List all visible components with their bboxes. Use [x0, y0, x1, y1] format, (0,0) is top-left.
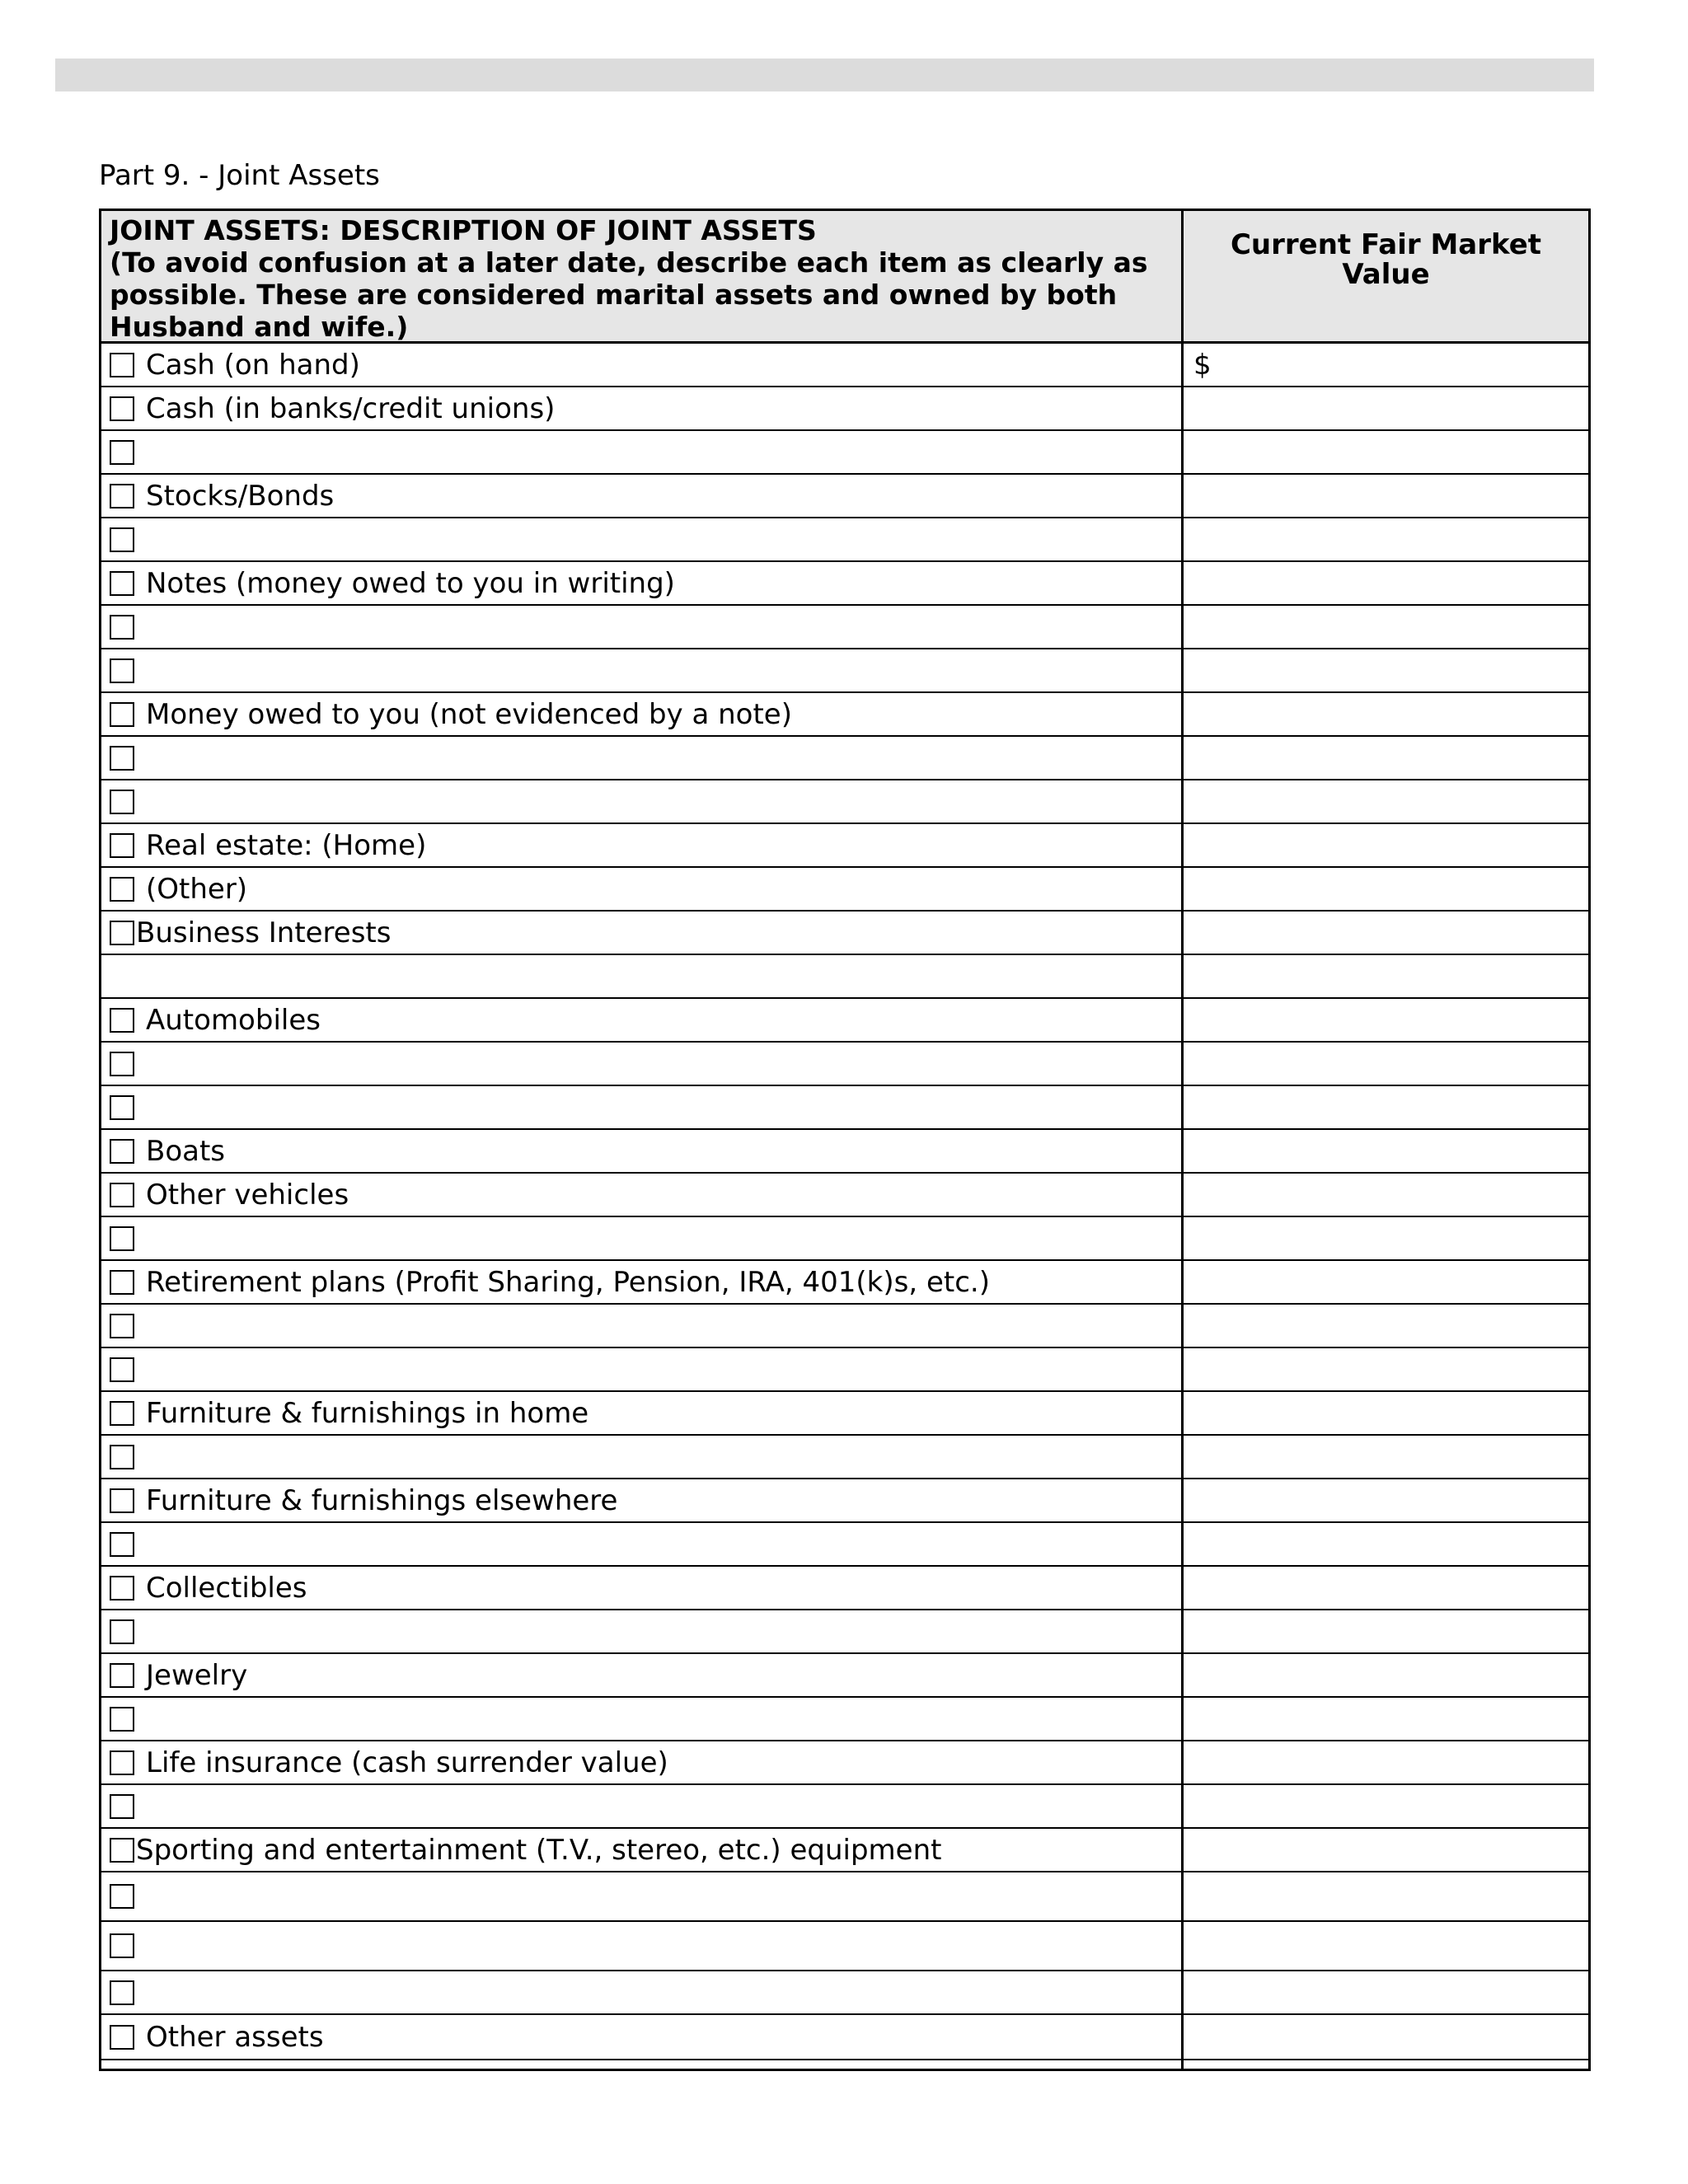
fair-market-value-field[interactable] [1184, 737, 1588, 779]
joint-assets-table [99, 209, 1591, 2071]
asset-checkbox[interactable] [110, 1052, 134, 1076]
asset-description-cell [101, 562, 1184, 604]
asset-checkbox[interactable] [110, 1488, 134, 1513]
fair-market-value-field[interactable] [1184, 1610, 1588, 1652]
table-row [101, 780, 1588, 824]
asset-description-cell [101, 387, 1184, 429]
asset-description-cell [101, 1392, 1184, 1434]
fair-market-value-field[interactable] [1184, 475, 1588, 517]
fair-market-value-field[interactable] [1184, 1479, 1588, 1521]
asset-label: Other assets [146, 2020, 324, 2054]
asset-label: Furniture & furnishings in home [146, 1396, 589, 1430]
asset-checkbox[interactable] [110, 1314, 134, 1338]
table-header [101, 211, 1588, 344]
table-row [101, 912, 1588, 955]
asset-description-cell [101, 1523, 1184, 1565]
fair-market-value-field[interactable] [1184, 1922, 1588, 1970]
table-row [101, 2015, 1588, 2059]
asset-description-cell [101, 606, 1184, 648]
table-row [101, 1305, 1588, 1348]
table-row [101, 1348, 1588, 1392]
table-row [101, 475, 1588, 518]
value-column-header [1184, 211, 1588, 341]
asset-checkbox[interactable] [110, 440, 134, 465]
table-row [101, 1261, 1588, 1305]
fair-market-value-field[interactable] [1184, 780, 1588, 823]
asset-checkbox[interactable] [110, 1750, 134, 1775]
asset-label: Life insurance (cash surrender value) [146, 1746, 668, 1779]
asset-checkbox[interactable] [110, 1707, 134, 1732]
asset-label: Collectibles [146, 1571, 307, 1605]
asset-checkbox[interactable] [110, 1576, 134, 1601]
header-line: (To avoid confusion at a later date, describe each item as clearly as [110, 246, 1148, 279]
asset-checkbox[interactable] [110, 1008, 134, 1033]
fair-market-value-field[interactable] [1184, 999, 1588, 1041]
table-row [101, 1971, 1588, 2015]
asset-checkbox[interactable] [110, 921, 134, 945]
asset-description-cell [101, 475, 1184, 517]
asset-label: Sporting and entertainment (T.V., stereo, etc.) equipment [136, 1833, 942, 1867]
table-row [101, 1392, 1588, 1436]
fair-market-value-field[interactable] [1184, 1261, 1588, 1303]
top-gray-band [55, 59, 1594, 91]
asset-checkbox[interactable] [110, 615, 134, 640]
asset-description-cell [101, 1043, 1184, 1085]
table-row [101, 431, 1588, 475]
asset-label: Cash (in banks/credit unions) [146, 391, 556, 425]
asset-checkbox[interactable] [110, 1139, 134, 1164]
fair-market-value-field[interactable] [1184, 1086, 1588, 1128]
asset-label: Notes (money owed to you in writing) [146, 566, 675, 600]
fair-market-value-field[interactable] [1184, 824, 1588, 866]
asset-checkbox[interactable] [110, 571, 134, 596]
asset-description-cell [101, 1610, 1184, 1652]
table-row [101, 693, 1588, 737]
asset-checkbox[interactable] [110, 1226, 134, 1251]
asset-label: Real estate: (Home) [146, 828, 427, 862]
fair-market-value-field[interactable] [1184, 1971, 1588, 2013]
part-title: Part 9. - Joint Assets [99, 159, 380, 192]
table-body [101, 344, 1588, 2059]
table-row [101, 1610, 1588, 1654]
table-row [101, 518, 1588, 562]
header-line: possible. These are considered marital assets and owned by both [110, 279, 1118, 311]
asset-checkbox[interactable] [110, 1270, 134, 1295]
asset-label: Money owed to you (not evidenced by a note) [146, 697, 792, 731]
asset-description-cell [101, 1305, 1184, 1347]
asset-description-cell [101, 2015, 1184, 2059]
asset-description-cell [101, 955, 1184, 997]
fair-market-value-field[interactable] [1184, 1872, 1588, 1920]
fair-market-value-field[interactable]: $ [1193, 348, 1212, 382]
asset-description-cell [101, 1922, 1184, 1970]
table-row [101, 1829, 1588, 1872]
asset-description-cell [101, 1698, 1184, 1740]
asset-description-cell [101, 693, 1184, 735]
table-row [101, 999, 1588, 1043]
asset-label: Automobiles [146, 1003, 321, 1037]
fair-market-value-field[interactable] [1184, 562, 1588, 604]
fair-market-value-field[interactable] [1184, 1217, 1588, 1259]
asset-checkbox[interactable] [110, 658, 134, 683]
table-row [101, 824, 1588, 868]
asset-checkbox[interactable] [110, 396, 134, 421]
table-row [101, 1654, 1588, 1698]
table-row [101, 1523, 1588, 1567]
table-row [101, 1698, 1588, 1741]
asset-checkbox[interactable] [110, 1933, 134, 1958]
table-row [101, 1436, 1588, 1479]
fair-market-value-field[interactable] [1184, 1305, 1588, 1347]
fair-market-value-field[interactable] [1184, 2015, 1588, 2059]
asset-checkbox[interactable] [110, 790, 134, 814]
table-row [101, 387, 1588, 431]
asset-checkbox[interactable] [110, 833, 134, 858]
table-row [101, 562, 1588, 606]
fair-market-value-field[interactable] [1184, 1698, 1588, 1740]
table-row [101, 606, 1588, 649]
fair-market-value-field[interactable] [1184, 955, 1588, 997]
table-row [101, 737, 1588, 780]
asset-description-cell [101, 1086, 1184, 1128]
asset-label: Retirement plans (Profit Sharing, Pension, IRA, 401(k)s, etc.) [146, 1265, 990, 1299]
asset-description-cell [101, 1479, 1184, 1521]
fair-market-value-field[interactable] [1184, 1785, 1588, 1827]
fair-market-value-field[interactable] [1184, 1174, 1588, 1216]
asset-description-cell [101, 868, 1184, 910]
asset-description-cell [101, 1130, 1184, 1172]
table-row [101, 1567, 1588, 1610]
table-row [101, 649, 1588, 693]
asset-description-cell [101, 649, 1184, 691]
asset-description-cell [101, 824, 1184, 866]
header-line: Current Fair Market [1230, 228, 1542, 261]
asset-label: Cash (on hand) [146, 348, 360, 382]
asset-checkbox[interactable] [110, 527, 134, 552]
asset-description-cell [101, 1654, 1184, 1696]
asset-checkbox[interactable] [110, 1532, 134, 1557]
fair-market-value-field[interactable] [1184, 387, 1588, 429]
asset-checkbox[interactable] [110, 1838, 134, 1863]
asset-description-cell [101, 518, 1184, 560]
header-line: Husband and wife.) [110, 311, 409, 343]
asset-checkbox[interactable] [110, 746, 134, 771]
asset-checkbox[interactable] [110, 1619, 134, 1644]
fair-market-value-field[interactable] [1184, 1130, 1588, 1172]
fair-market-value-field[interactable] [1184, 912, 1588, 954]
table-row [101, 1174, 1588, 1217]
table-row [101, 1922, 1588, 1971]
fair-market-value-field[interactable] [1184, 1523, 1588, 1565]
asset-checkbox[interactable] [110, 1401, 134, 1426]
asset-description-cell [101, 1217, 1184, 1259]
asset-checkbox[interactable] [110, 877, 134, 902]
asset-checkbox[interactable] [110, 353, 134, 377]
fair-market-value-field[interactable] [1184, 649, 1588, 691]
asset-description-cell [101, 1971, 1184, 2013]
fair-market-value-field[interactable] [1184, 1654, 1588, 1696]
table-row [101, 1217, 1588, 1261]
asset-checkbox[interactable] [110, 1980, 134, 2005]
asset-checkbox[interactable] [110, 2025, 134, 2050]
table-row [101, 1785, 1588, 1829]
fair-market-value-field[interactable] [1184, 1043, 1588, 1085]
asset-description-cell [101, 1348, 1184, 1390]
asset-checkbox[interactable] [110, 1183, 134, 1207]
table-row [101, 1479, 1588, 1523]
asset-label: Business Interests [136, 916, 392, 949]
table-row [101, 868, 1588, 912]
fair-market-value-field[interactable] [1184, 518, 1588, 560]
header-line: JOINT ASSETS: DESCRIPTION OF JOINT ASSETS [110, 214, 817, 246]
fair-market-value-field[interactable] [1184, 868, 1588, 910]
asset-checkbox[interactable] [110, 1794, 134, 1819]
fair-market-value-field[interactable] [1184, 1392, 1588, 1434]
asset-label: (Other) [146, 872, 248, 906]
asset-checkbox[interactable] [110, 1357, 134, 1382]
asset-label: Other vehicles [146, 1178, 349, 1212]
table-row [101, 1741, 1588, 1785]
asset-description-cell [101, 1174, 1184, 1216]
fair-market-value-field[interactable] [1184, 1829, 1588, 1871]
header-line: Value [1342, 258, 1430, 291]
asset-checkbox[interactable] [110, 1663, 134, 1688]
asset-description-cell [101, 1741, 1184, 1783]
asset-label: Stocks/Bonds [146, 479, 335, 513]
asset-description-cell [101, 431, 1184, 473]
asset-description-cell [101, 1436, 1184, 1478]
description-column-header [101, 211, 1184, 341]
fair-market-value-field[interactable] [1184, 1348, 1588, 1390]
asset-checkbox[interactable] [110, 702, 134, 727]
asset-checkbox[interactable] [110, 1445, 134, 1469]
fair-market-value-field[interactable] [1184, 606, 1588, 648]
asset-label: Jewelry [146, 1658, 248, 1692]
table-bottom-strip [101, 2059, 1588, 2069]
asset-description-cell [101, 1829, 1184, 1871]
asset-description-cell [101, 1872, 1184, 1920]
asset-description-cell [101, 912, 1184, 954]
asset-description-cell [101, 999, 1184, 1041]
fair-market-value-field[interactable] [1184, 693, 1588, 735]
asset-checkbox[interactable] [110, 1095, 134, 1120]
fair-market-value-field[interactable] [1184, 1741, 1588, 1783]
asset-description-cell [101, 1261, 1184, 1303]
asset-checkbox[interactable] [110, 484, 134, 509]
asset-description-cell [101, 1567, 1184, 1609]
asset-description-cell [101, 344, 1184, 386]
asset-label: Boats [146, 1134, 226, 1168]
fair-market-value-field[interactable] [1184, 431, 1588, 473]
asset-description-cell [101, 737, 1184, 779]
table-row [101, 1872, 1588, 1922]
table-row [101, 1130, 1588, 1174]
table-row [101, 955, 1588, 999]
table-row [101, 344, 1588, 387]
asset-description-cell [101, 780, 1184, 823]
table-row [101, 1043, 1588, 1086]
asset-description-cell [101, 1785, 1184, 1827]
fair-market-value-field[interactable] [1184, 1567, 1588, 1609]
table-row [101, 1086, 1588, 1130]
fair-market-value-field[interactable] [1184, 1436, 1588, 1478]
asset-checkbox[interactable] [110, 1884, 134, 1909]
asset-label: Furniture & furnishings elsewhere [146, 1483, 618, 1517]
